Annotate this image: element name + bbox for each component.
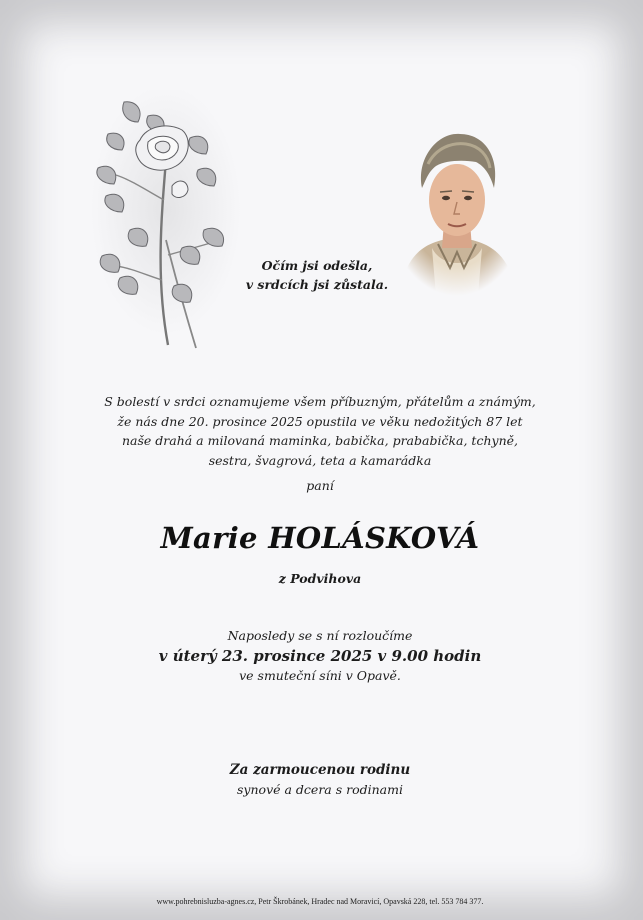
verse-line-1: Očím jsi odešla, bbox=[261, 258, 373, 273]
farewell-details bbox=[60, 626, 580, 686]
announcement-line-2: že nás dne 20. prosince 2025 opustila ve věku nedožitých 87 let bbox=[117, 413, 523, 429]
verse-line-2: v srdcích jsi zůstala. bbox=[245, 277, 389, 292]
announcement-text bbox=[60, 392, 580, 470]
portrait-photo bbox=[392, 118, 522, 296]
deceased-name: Marie HOLÁSKOVÁ bbox=[160, 521, 480, 555]
family-signoff bbox=[60, 760, 580, 800]
farewell-date-time: v úterý 23. prosince 2025 v 9.00 hodin bbox=[158, 647, 482, 665]
announcement-line-1: S bolestí v srdci oznamujeme všem příbuzným, přátelům a známým, bbox=[104, 394, 536, 409]
farewell-location: ve smuteční síni v Opavě. bbox=[239, 668, 401, 683]
signoff-line-1: Za zarmoucenou rodinu bbox=[229, 762, 411, 778]
announcement-line-3: naše drahá a milovaná maminka, babička, prababička, tchyně, bbox=[121, 433, 518, 448]
announcement-line-4: sestra, švagrová, teta a kamarádka bbox=[208, 452, 432, 468]
deceased-origin: z Podvihova bbox=[278, 571, 362, 586]
salutation: paní bbox=[306, 478, 334, 493]
signoff-line-2: synové a dcera s rodinami bbox=[237, 782, 403, 797]
farewell-line-1: Naposledy se s ní rozloučíme bbox=[227, 628, 413, 643]
memorial-verse bbox=[232, 256, 402, 294]
funeral-service-footer: www.pohrebnisluzba-agnes.cz, Petr Škrobánek, Hradec nad Moravicí, Opavská 228, tel. 553 784 377. bbox=[156, 897, 484, 906]
rose-illustration bbox=[86, 90, 246, 360]
